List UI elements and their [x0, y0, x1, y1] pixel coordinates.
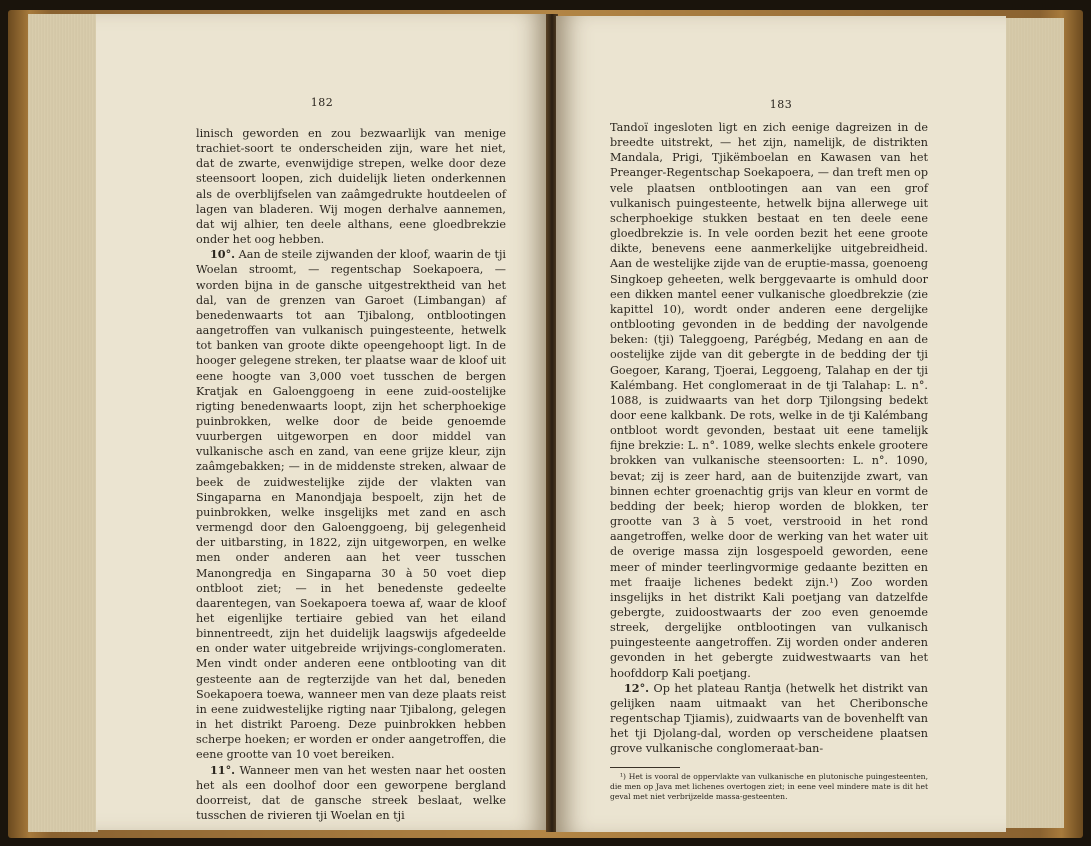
- paragraph-text: Op het plateau Rantja (hetwelk het distrikt van gelijken naam uitmaakt van het Cheribonsche regentschap Tjiamis), zuidwaarts van de bovenhelft van het tji Djolang-dal, worden op verscheidene plaatsen grove vulkanische conglomeraat-ban-: [610, 681, 928, 756]
- paragraph-text: Tandoï ingesloten ligt en zich eenige dagreizen in de breedte uitstrekt, — het zijn, namelijk, de distrikten Mandala, Prigi, Tjikëmboelan en Kawasen van het Preanger-Regentschap Soekapoera, — dan treft men op vele plaatsen ontblootingen aan van een grof vulkanisch puingesteente, hetwelk bijna allerwege uit scherphoekige stukken bestaat en ten deele eene gloedbrekzie is. In vele oorden bezit het eene groote dikte, benevens eene aanmerkelijke uitgebreidheid. Aan de westelijke zijde van de eruptie-massa, goenoeng Singkoep geheeten, welk berggevaarte is omhuld door een dikken mantel eener vulkanische gloedbrekzie (zie kapittel 10), wordt onder anderen eene dergelijke ontblooting gevonden in de bedding der navolgende beken: (tji) Taleggoeng, Parégbég, Medang en aan de oostelijke zijde van dit gebergte in de bedding der tji Goegoer, Karang, Tjoerai, Leggoeng, Talahap en der tji Kalémbang. Het conglomeraat in de tji Talahap: L. n°. 1088, is zuidwaarts van het dorp Tjilongsing bedekt door eene kalkbank. De rots, welke in de tji Kalémbang ontbloot wordt gevonden, bestaat uit eene tamelijk fijne brekzie: L. n°. 1089, welke slechts enkele grootere brokken van vulkanische steensoorten: L. n°. 1090, bevat; zij is zeer hard, aan de buitenzijde zwart, van binnen echter groenachtig grijs van kleur en vormt de bedding der beek; hierop worden de blokken, ter grootte van 3 à 5 voet, verstrooid in het rond aangetroffen, welke door de werking van het water uit de overige massa zijn losgespoeld geworden, eene meer of minder teerlingvormige gedaante bezitten en met fraaije lichenes bedekt zijn.¹) Zoo worden insgelijks in het distrikt Kali poetjang van datzelfde gebergte, zuidoostwaarts der zoo even genoemde streek, dergelijke ontblootingen van vulkanisch puingesteente aangetroffen. Zij worden onder anderen gevonden in het gebergte zuidwestwaarts van het hoofddorp Kali poetjang.: [610, 121, 928, 680]
- page-edges-right: [1002, 18, 1064, 828]
- left-page-number: 182: [310, 96, 334, 109]
- paragraph-number: 12°.: [624, 680, 650, 695]
- left-page-body: [196, 126, 506, 823]
- right-page-body: [610, 120, 928, 802]
- footnote: ¹) Het is vooral de oppervlakte van vulkanische en plutonische puingesteenten, die men op Java met lichenes overtogen ziet; in eene veel mindere mate is dit het geval met niet verbrijzelde massa-gesteenten.: [610, 771, 928, 801]
- paragraph: [610, 681, 928, 757]
- left-page: [96, 14, 548, 830]
- page-edges-left: [28, 14, 98, 832]
- paragraph-text: Aan de steile zijwanden der kloof, waarin de tji Woelan stroomt, — regentschap Soekapoera, — worden bijna in de gansche uitgestrektheid van het dal, van de grenzen van Garoet (Limbangan) af benedenwaarts tot aan Tjibalong, ontblootingen aangetroffen van vulkanisch puingesteente, hetwelk tot banken van groote dikte opeengehoopt ligt. In de hooger gelegene streken, ter plaatse waar de kloof uit eene hoogte van 3,000 voet tusschen de bergen Kratjak en Galoenggoeng in eene zuid-oostelijke rigting benedenwaarts loopt, zijn het scherphoekige puinbrokken, welke door de beide genoemde vuurbergen uitgeworpen en door middel van vulkanische asch en zand, van eene grijze kleur, zijn zaâmgebakken; — in de middenste streken, alwaar de beek de zuidwestelijke zijde der vlakten van Singaparna en Manondjaja bespoelt, zijn het de puinbrokken, welke insgelijks met zand en asch vermengd door den Galoenggoeng, bij gelegenheid der uitbarsting, in 1822, zijn uitgeworpen, en welke men onder anderen aan het veer tusschen Manongredja en Singaparna 30 à 50 voet diep ontbloot ziet; — in het benedenste gedeelte daarentegen, van Soekapoera toewa af, waar de kloof het eigenlijke tertiaire gebied van het eiland binnentreedt, zijn het duidelijk laagswijs afgedeelde en onder water uitgebreide wrijvings-conglomeraten. Men vindt onder anderen eene ontblooting van dit gesteente aan de regterzijde van het dal, beneden Soekapoera toewa, wanneer men van deze plaats reist in eene zuidwestelijke rigting naar Tjibalong, gelegen in het distrikt Paroeng. Deze puinbrokken hebben scherpe hoeken; er worden er onder aangetroffen, die eene grootte van 10 voet bereiken.: [196, 248, 506, 762]
- paragraph-number: 10°.: [210, 247, 236, 262]
- paragraph-number: 11°.: [210, 762, 236, 777]
- right-page-number: 183: [769, 98, 793, 111]
- paragraph: [196, 247, 506, 762]
- paragraph-text: Wanneer men van het westen naar het oosten het als een doolhof door een geworpene bergland doorreist, dat de gansche streek beslaat, welke tusschen de rivieren tji Woelan en tji: [196, 763, 506, 823]
- paragraph: [196, 126, 506, 247]
- paragraph: [196, 763, 506, 824]
- footnote-rule: [610, 767, 680, 768]
- paragraph-text: linisch geworden en zou bezwaarlijk van menige trachiet-soort te onderscheiden zijn, ware het niet, dat de zwarte, evenwijdige strepen, welke door deze steensoort loopen, zich duidelijk lieten onderkennen als de overblijfselen van zaâmgedrukte houtdeelen of lagen van bladeren. Wij mogen derhalve aannemen, dat wij alhier, ten deele althans, eene gloedbrekzie onder het oog hebben.: [196, 127, 506, 247]
- paragraph: [610, 120, 928, 681]
- right-page: [556, 16, 1006, 832]
